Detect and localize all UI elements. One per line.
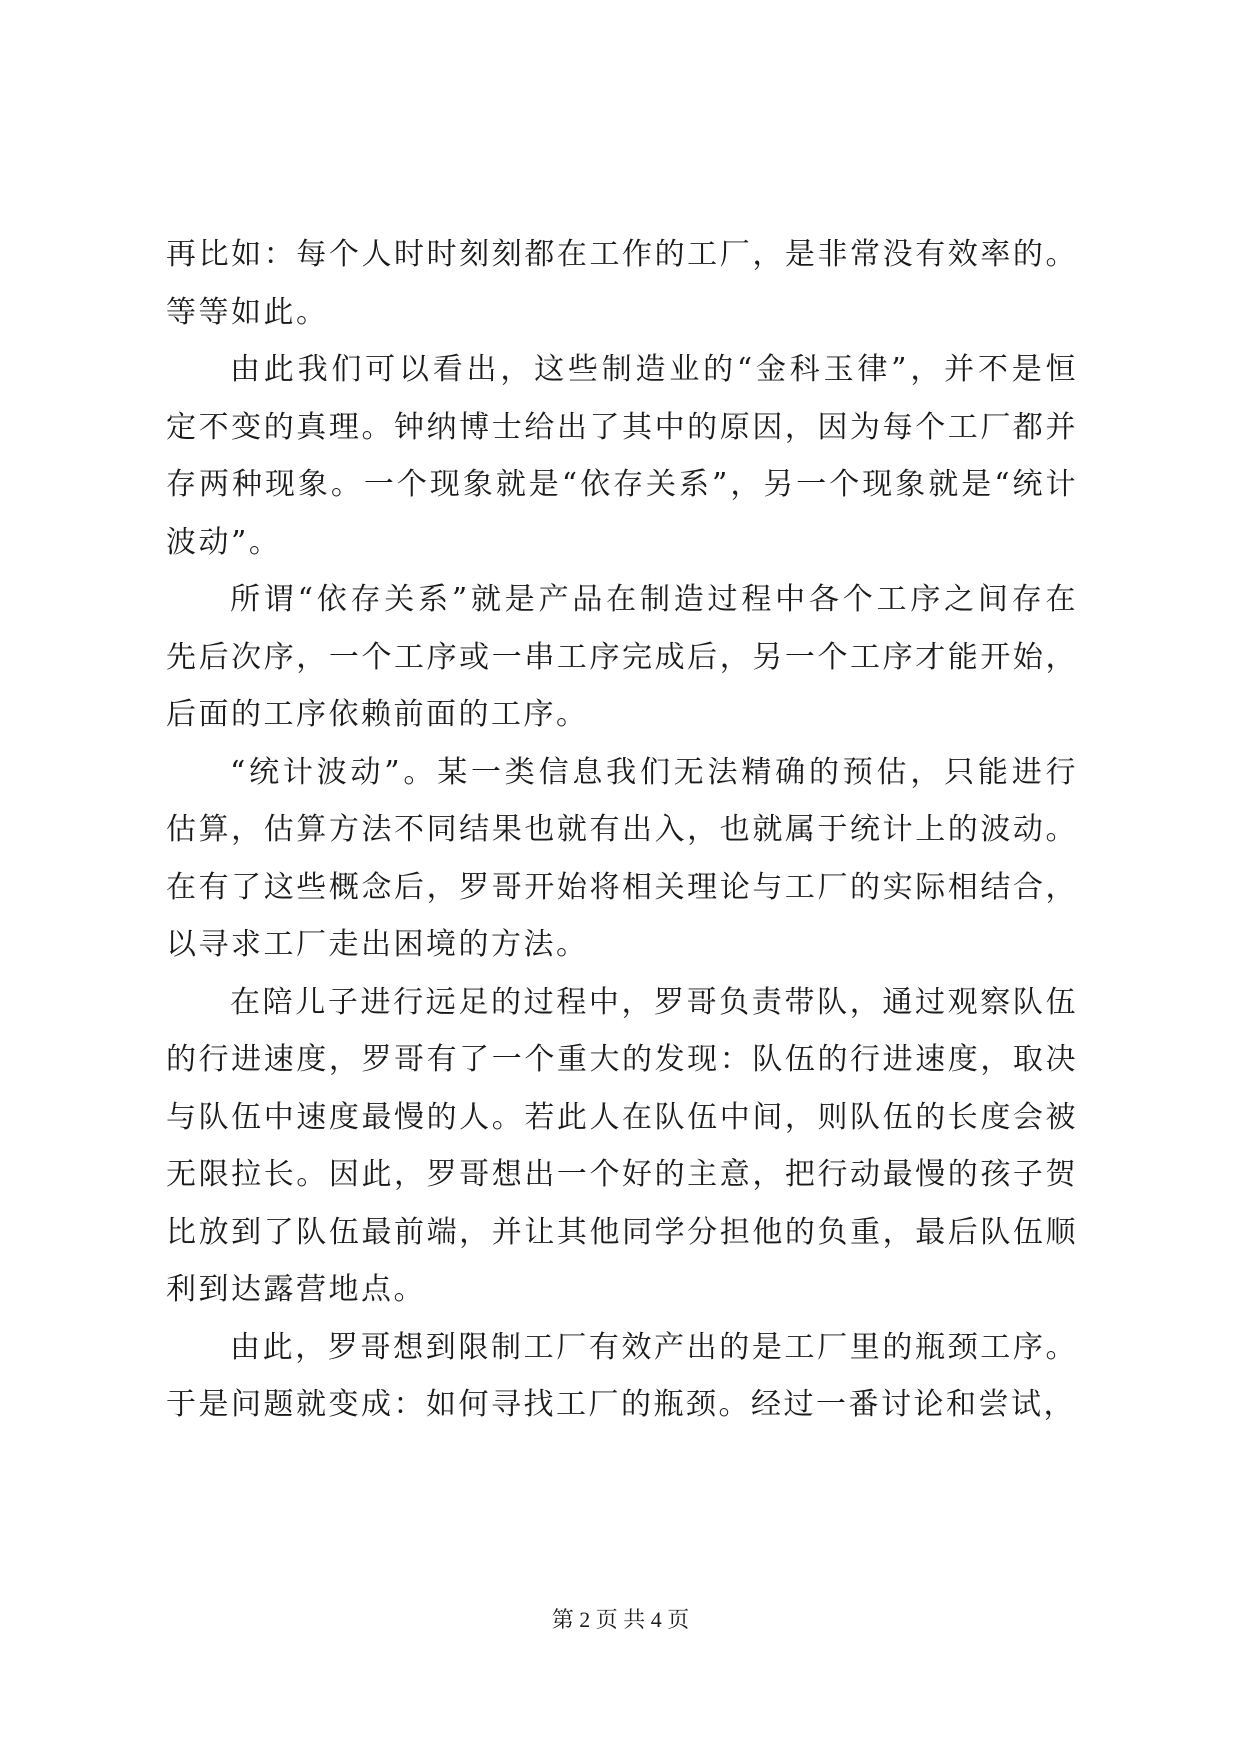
paragraph-1: 再比如：每个人时时刻刻都在工作的工厂，是非常没有效率的。等等如此。 [166,237,1078,330]
paragraph-5: 在陪儿子进行远足的过程中，罗哥负责带队，通过观察队伍的行进速度，罗哥有了一个重大的发现：队伍的行进速度，取决与队伍中速度最慢的人。若此人在队伍中间，则队伍的长度会被无限拉长。因此，罗哥想出一个好的主意，把行动最慢的孩子贺比放到了队伍最前端，并让其他同学分担他的负重，最后队伍顺利到达露营地点。 [166,984,1078,1307]
paragraph-6: 由此，罗哥想到限制工厂有效产出的是工厂里的瓶颈工序。于是问题就变成：如何寻找工厂的瓶颈。经过一番讨论和尝试， [166,1329,1078,1422]
page-footer: 第 2 页 共 4 页 [551,1607,690,1632]
document-body [166,226,1078,1434]
paragraph-2: 由此我们可以看出，这些制造业的“金科玉律”，并不是恒定不变的真理。钟纳博士给出了其中的原因，因为每个工厂都并存两种现象。一个现象就是“依存关系”，另一个现象就是“统计波动”。 [166,352,1078,560]
paragraph-4: “统计波动”。某一类信息我们无法精确的预估，只能进行估算，估算方法不同结果也就有出入，也就属于统计上的波动。在有了这些概念后，罗哥开始将相关理论与工厂的实际相结合，以寻求工厂走出困境的方法。 [166,754,1078,962]
paragraph-3: 所谓“依存关系”就是产品在制造过程中各个工序之间存在先后次序，一个工序或一串工序完成后，另一个工序才能开始，后面的工序依赖前面的工序。 [166,582,1078,732]
